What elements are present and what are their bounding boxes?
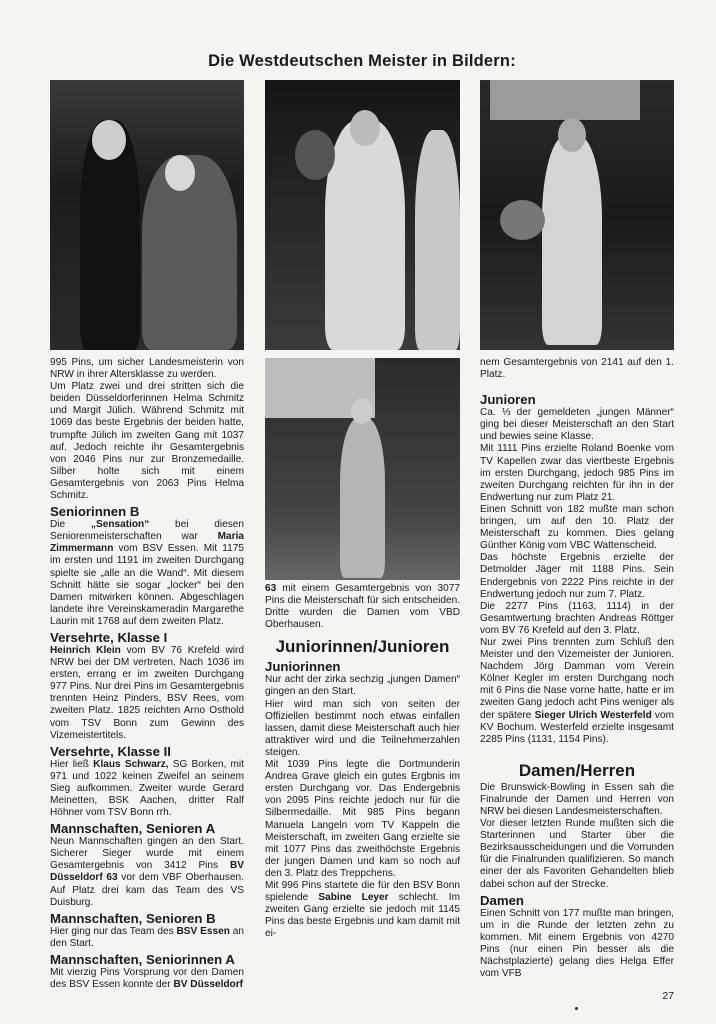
person-head [165,155,195,191]
photo-two-men [50,80,244,350]
photo-woman [480,80,674,350]
paragraph [265,583,460,631]
text-run: bei diesen Seniorenmeisterschaften war [50,519,245,543]
text-run: Mannschaften, Seniorinnen A [50,951,235,967]
text-run: Hier ging nur das Team des [50,925,177,937]
print-speck [575,1007,578,1010]
flowers [295,130,335,180]
text-run: Nur acht der zirka sechzig „jungen Damen“ gingen an den Start. [265,674,460,698]
text-run: Mit vierzig Pins Vorsprung vor den Damen des BSV Essen konnte der [50,966,244,991]
person-figure [340,418,385,578]
bold-text: BV Düsseldorf 63 [50,860,244,884]
paragraph [480,908,674,981]
bold-text: Klaus Schwarz, [93,758,169,770]
subheading [265,660,460,674]
background-sign [490,80,640,120]
subheading [480,894,674,908]
text-run: Versehrte, Klasse II [50,743,171,759]
text-run: Ca. ⅓ der gemeldeten „jungen Männer“ ging bei dieser Meisterschaft an den Start und bewies seine Klasse. [480,407,674,443]
person-figure [542,135,602,345]
text-run: mit einem Gesamtergebnis von 3077 Pins die Meisterschaft für sich entscheiden. Dritte wurden die Damen vom VBD Oberhausen. [265,583,460,631]
text-run: Versehrte, Klasse I [50,629,168,645]
spacer [480,746,674,755]
paragraph [50,759,244,819]
paragraph [480,357,674,381]
paragraph [50,381,244,502]
text-run: Die Brunswick-Bowling in Essen sah die Finalrunde der Damen und Herren von NRW bei diesen Landesmeisterschaften. [480,781,674,817]
photo-man [265,358,460,580]
text-run: Mannschaften, Senioren A [50,821,216,837]
text-column-2 [265,583,460,940]
text-column-3 [480,357,674,1003]
subheading [50,822,244,836]
paragraph [50,967,244,991]
paragraph [265,759,460,880]
text-run: schlecht. Im zweiten Gang erzielte sie jedoch mit 1145 Pins das beste Ergebnis und kam damit mit ei- [265,892,460,940]
subheading [50,912,244,926]
text-run: vom KV Bochum. Westerfeld erzielte insgesamt 2285 Pins (1131, 1154 Pins). [480,709,675,745]
subheading [50,631,244,645]
person-figure [415,130,460,350]
subheading [480,393,674,407]
text-run: Die 2277 Pins (1163, 1114) in der Gesamtwertung brachten Andreas Röttger vom BV 76 Krefeld auf den 3. Platz. [480,600,674,636]
text-run: Juniorinnen/Junioren [275,637,450,657]
paragraph [50,357,244,381]
text-run: Mannschaften, Senioren B [50,910,216,926]
paragraph [50,926,244,950]
paragraph [50,836,244,909]
bold-text: Sabine Leyer [318,892,389,904]
text-run: Einen Schnitt von 182 mußte man schon bringen, um auf den 10. Platz der Meisterschaft zu kommen. Dies gelang Günther König vom VBC Wattenscheid. [480,503,674,552]
person-head [92,120,126,160]
text-run: SG Borken, mit 971 und 1022 keinen Zweifel an seinem Sieg aufkommen. Zweiter wurde Gerard Meinetten, BSK Aachen, dritter Ralf Höhner vom TSV Bonn rrh. [50,758,244,819]
paragraph [480,818,674,891]
page-number: 27 [662,990,674,1003]
bold-text: Heinrich Klein [50,644,121,656]
text-run: Junioren [480,392,536,408]
person-head [351,398,373,424]
paragraph [480,782,674,818]
bold-text: BV Düsseldorf [173,979,244,991]
bold-text: 63 [265,583,277,594]
text-run: Das höchste Ergebnis erzielte der Detmolder Jäger mit 1188 Pins. Sein Endergebnis von 2222 Pins reichte in der Endwertung jedoch nur zum 7. Platz. [480,552,674,600]
text-run: nem Gesamtergebnis von 2141 auf den 1. Platz. [480,357,674,381]
bold-text: BSV Essen [176,925,230,937]
text-run: Hier ließ [50,758,94,770]
text-run: 995 Pins, um sicher Landesmeisterin von NRW in ihrer Altersklasse zu werden. [50,357,244,381]
paragraph [265,880,460,940]
text-run: Nur zwei Pins trennten zum Schluß den Meister und den Vizemeister der Junioren. Nachdem Jörg Damman vom Verein Kölner Kegler im ersten Durchgang noch mit 6 Pins die Nase vorne hatte, hatte er im zweiten Gang jedoch acht Pins weniger als der spätere [480,636,674,721]
text-run: Die [50,519,91,531]
text-run: vom BV 76 Krefeld wird NRW bei der DM vertreten. Nach 1036 im ersten, errang er im zweiten Durchgang 977 Pins. Nur drei Pins im Gesamtergebnis trennten Heinz Pinders, BSV Rees, vom zweiten Platz. 1825 reichten Arno Osthold vom TSV Bonn zum Gewinn des Vizemeistertitels. [50,644,244,741]
section-heading [265,637,460,657]
text-run: Vor dieser letzten Runde mußten sich die Starterinnen und Starter über die Bezirksausscheidungen und die Vorrunden für die Finalrunden qualifizieren. So manch einer der als Favoriten Gehandelten blieb dabei schon auf der Strecke. [480,818,674,890]
text-run: Neun Mannschaften gingen an den Start. Sicherer Sieger wurde mit einem Gesamtergebnis von 3412 Pins [50,836,244,872]
text-run: vom BSV Essen. Mit 1175 im ersten und 1191 im zweiten Durchgang spielte sie „alle an die Wand“. Mit diesem Schnitt hätte sie sogar „locker“ bei den Damen mitwirken können. Abgeschlagen landete ihre Vereinskameradin Margarethe Laurin mit 1768 auf dem zweiten Platz. [50,543,244,627]
paragraph [480,407,674,443]
text-run: Mit 1039 Pins legte die Dortmunderin Andrea Grave gleich ein gutes Ergbnis im ersten Durchgang vor. Das Endergebnis von 2095 Pins reichte jedoch nur für die Silbermedaille. Mit 985 Pins begann Manuela Langeln vom TV Kappeln die Meisterschaft, im zweiten Gang erzielte sie mit 1077 Pins das zweithöchste Ergebnis der jungen Damen und kam so noch auf den 3. Platz des Treppchens. [265,759,460,879]
paragraph [480,637,674,746]
page-title: Die Westdeutschen Meister in Bildern: [208,52,516,70]
text-run: Um Platz zwei und drei stritten sich die beiden Düsseldorferinnen Helma Schmitz und Margit Jülich. Während Schmitz mit 1069 das beste Ergebnis der beiden hatte, trumpfte Jülich im zweiten Gang mit 1037 auf. Jedoch reichte ihr Gesamtergebnis von 2046 Pins nur zur Bronzemedaille. Silber holte sich mit einem Gesamtergebnis von 2063 Pins Helma Schmitz. [50,381,244,502]
text-run: Mit 1111 Pins erzielte Roland Boenke vom TV Kapellen zwar das viertbeste Ergebnis im ersten Durchgang, jedoch 985 Pins im zweiten Durchgang reichten für ihn in der Endwertung nur zum Platz 21. [480,443,674,503]
text-run: Mit 996 Pins startete die für den BSV Bonn spielende [265,879,460,904]
bold-text: Sieger Ulrich Westerfeld [534,709,652,721]
text-column-3-body [480,357,674,980]
text-run: Einen Schnitt von 177 mußte man bringen, um in die Runde der letzten zehn zu kommen. Mit einem Ergebnis von 4270 Pins (nur einen Pin besser als die Nächstplazierte) gelang dies Helga Effer vom VFB [480,907,674,980]
text-run: Juniorinnen [265,659,341,675]
subheading [50,505,244,519]
bold-text: Maria Zimmermann [50,531,244,555]
subheading [50,745,244,759]
text-run: Hier wird man sich von seiten der Offiziellen bestimmt noch etwas einfallen lassen, damit diese Meisterschaft auch hier attraktiver wird und die Teilnehmerzahlen steigen. [265,698,460,758]
spacer [480,381,674,390]
photo-two-women [265,80,460,350]
text-run: an den Start. [50,925,244,949]
person-figure [325,120,405,350]
text-run: Damen/Herren [518,760,636,780]
bold-text: „Sensation“ [90,519,150,531]
paragraph [480,552,674,600]
paragraph [480,443,674,503]
text-run: vor dem VBF Oberhausen. Auf Platz drei kam das Team des VS Duisburg. [50,872,244,908]
text-column-1 [50,357,244,991]
paragraph [480,601,674,637]
section-heading [480,761,674,781]
subheading [50,953,244,967]
text-run: Damen [480,892,524,908]
paragraph [50,519,244,628]
paragraph [480,504,674,552]
paragraph [265,699,460,759]
paragraph [50,645,244,742]
paragraph [265,674,460,698]
text-run: Seniorinnen B [50,504,140,520]
flowers [500,200,545,240]
person-head [558,118,586,152]
person-head [350,110,380,146]
